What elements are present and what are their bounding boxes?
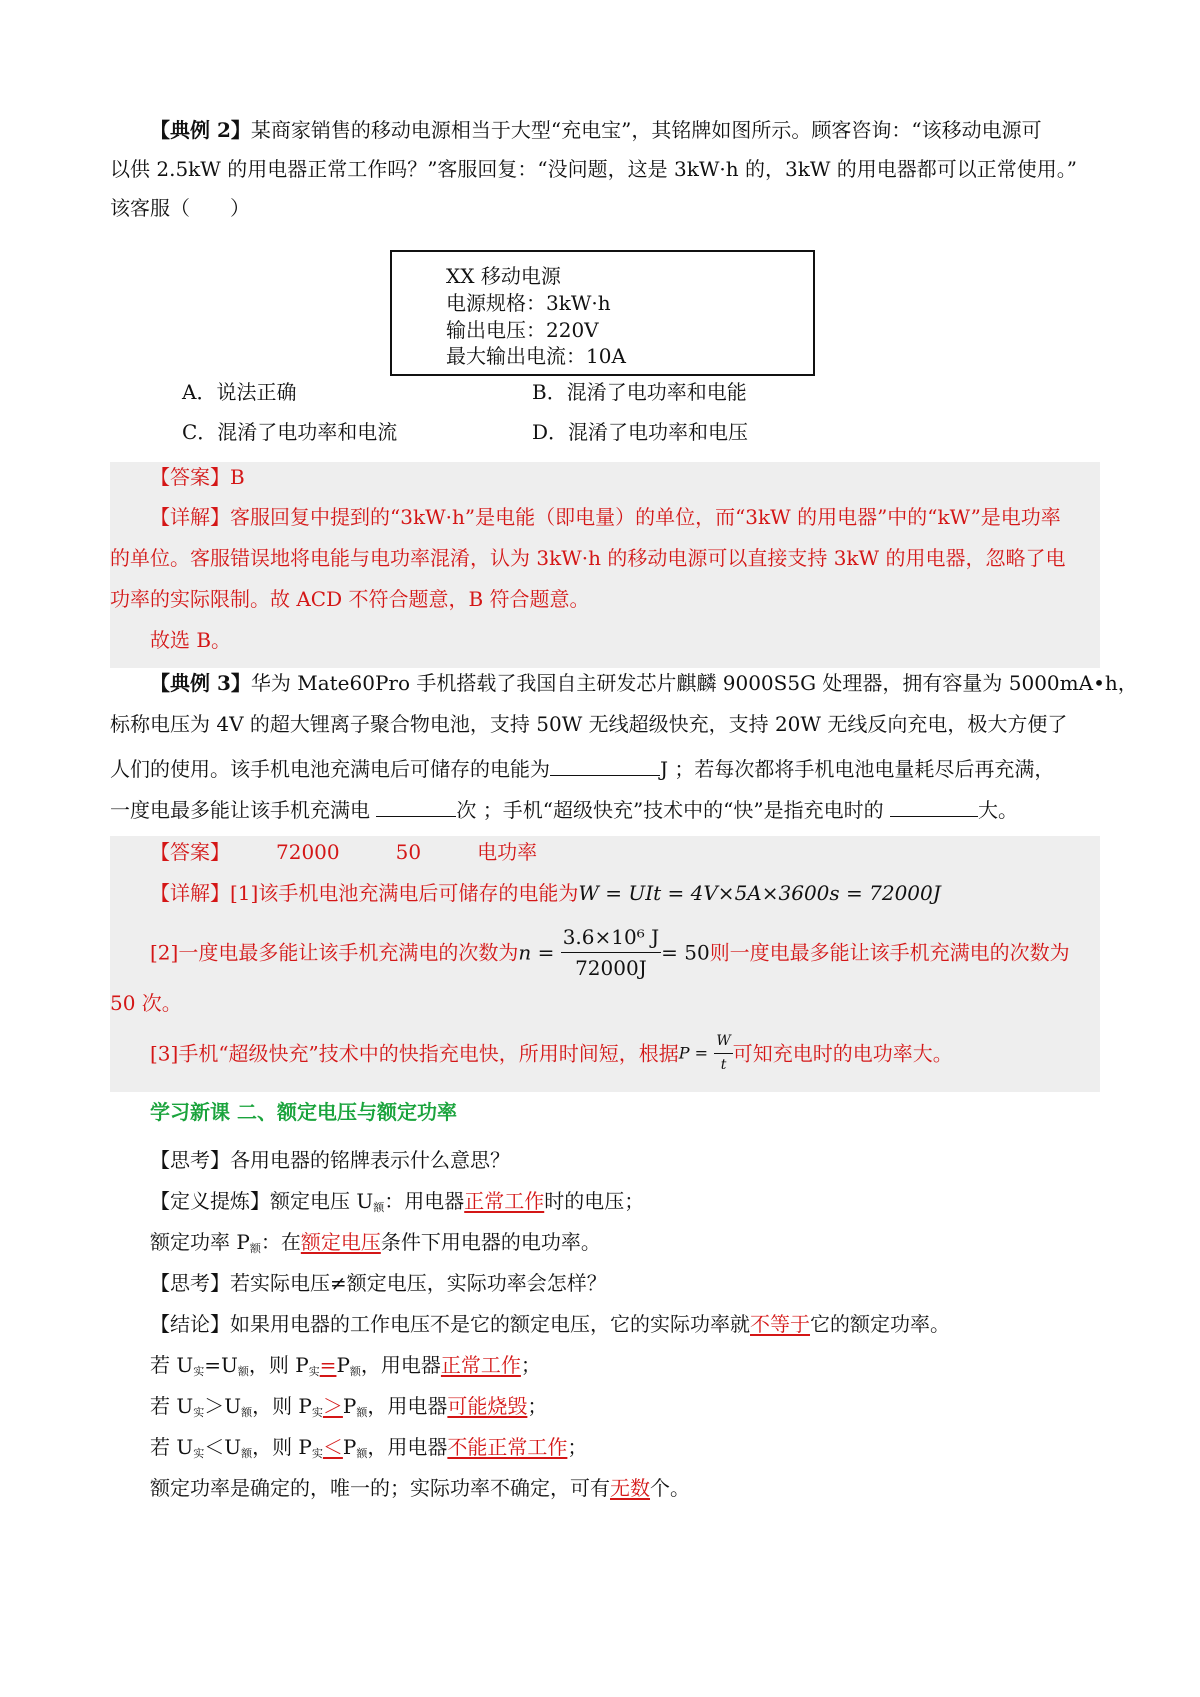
formula-p-fraction: [714, 1033, 732, 1074]
text-fragment: ；: [520, 1353, 541, 1377]
text-fragment: ，用电器: [367, 1394, 448, 1418]
definition-text2b: ：在: [260, 1230, 301, 1254]
option-c: C．混淆了电功率和电流: [182, 420, 398, 444]
fill-blank-relation: ＞: [322, 1394, 343, 1418]
definition-line2: [150, 1232, 1100, 1254]
case-greater-line: [150, 1396, 1100, 1418]
section-title: 学习新课 二、额定电压与额定功率: [150, 1100, 457, 1124]
example3-text3a: 人们的使用。该手机电池充满电后可储存的电能为: [110, 757, 550, 781]
answer-value: B: [230, 465, 245, 489]
detail-text3: [3]手机“超级快充”技术中的快指充电快，所用时间短，根据: [150, 1041, 679, 1066]
text-fragment: ，用电器: [360, 1353, 441, 1377]
subscript-rated: 额: [373, 1201, 385, 1214]
example3-text3b: J ；若每次都将手机电池电量耗尽后再充满，: [660, 757, 1055, 781]
fraction-numerator: W: [714, 1033, 732, 1054]
definition-text2c: 条件下用电器的电功率。: [380, 1230, 601, 1254]
example2-detail-line3: 功率的实际限制。故 ACD 不符合题意，B 符合题意。: [110, 587, 590, 611]
subscript: 实: [193, 1365, 205, 1378]
example3-answer: [150, 842, 1100, 862]
detail-tag: 【详解】: [150, 505, 230, 529]
detail-tag: 【详解】: [150, 881, 230, 905]
definition-line1: [150, 1191, 1100, 1213]
text-fragment: ＞U: [204, 1394, 242, 1418]
formula-p-lhs: P =: [678, 1043, 709, 1063]
think-text: 各用电器的铭牌表示什么意思？: [230, 1148, 510, 1172]
example3-text4a: 一度电最多能让该手机充满电: [110, 798, 377, 822]
subscript: 额: [356, 1406, 368, 1419]
subscript: 额: [237, 1365, 249, 1378]
example3-detail-line2b: 50 次。: [110, 991, 182, 1015]
text-fragment: ，则 P: [252, 1435, 312, 1459]
subscript: 实: [193, 1406, 205, 1419]
fraction-denominator: t: [720, 1056, 727, 1073]
text-fragment: ＜U: [204, 1435, 242, 1459]
example2-tag: 【典例 2】: [150, 118, 251, 142]
blank-times[interactable]: [376, 796, 456, 817]
text-fragment: 若 U: [150, 1353, 194, 1377]
case-equal-line: [150, 1355, 1100, 1377]
answer-2: 50: [395, 840, 422, 864]
text-fragment: =U: [204, 1353, 238, 1377]
final-text2: 个。: [650, 1476, 690, 1500]
example2-detail-line1: [150, 507, 1100, 527]
fill-blank-result: 不能正常工作: [447, 1435, 568, 1459]
text-fragment: ，则 P: [248, 1353, 309, 1377]
text-fragment: 若 U: [150, 1394, 194, 1418]
subscript: 额: [349, 1365, 361, 1378]
answer-tag: 【答案】: [150, 840, 230, 864]
final-text1: 额定功率是确定的，唯一的；实际功率不确定，可有: [150, 1476, 610, 1500]
subscript: 额: [241, 1406, 253, 1419]
example2-detail-line4: 故选 B。: [150, 628, 232, 652]
subscript: 实: [193, 1447, 205, 1460]
example2-question-line2: 以供 2.5kW 的用电器正常工作吗？”客服回复：“没问题，这是 3kW·h 的，3kW 的用电器都可以正常使用。”: [110, 157, 1077, 181]
text-fragment: 若 U: [150, 1435, 194, 1459]
subscript: 实: [308, 1365, 320, 1378]
formula-n-fraction: [561, 925, 661, 980]
answer-1: 72000: [276, 840, 340, 864]
example3-question-line3: [110, 755, 1100, 779]
example2-text1: 某商家销售的移动电源相当于大型“充电宝”，其铭牌如图所示。顾客咨询：“该移动电源可: [250, 118, 1042, 142]
example2-question-line1: [110, 120, 1100, 140]
subscript: 实: [311, 1447, 323, 1460]
example3-detail-line1: [150, 883, 1100, 903]
formula-n-lhs: n =: [518, 940, 555, 965]
text-fragment: ；: [567, 1435, 588, 1459]
definition-tag: 【定义提炼】: [150, 1189, 270, 1213]
conclusion-text1: 如果用电器的工作电压不是它的额定电压，它的实际功率就: [230, 1312, 750, 1336]
answer-tag: 【答案】: [150, 465, 230, 489]
example2-answer: [150, 467, 1100, 487]
nameplate-spec: 电源规格：3kW·h: [446, 291, 611, 315]
example3-text4b: 次 ；手机“超级快充”技术中的“快”是指充电时的: [456, 798, 890, 822]
text-fragment: ；: [527, 1394, 548, 1418]
text-fragment: P: [336, 1353, 350, 1377]
think1-line: [150, 1150, 1100, 1170]
example3-question-line1: [110, 671, 1138, 695]
subscript: 额: [356, 1447, 368, 1460]
subscript-rated: 额: [249, 1242, 261, 1255]
conclusion-text2: 它的额定功率。: [810, 1312, 950, 1336]
think2-line: [150, 1273, 1100, 1293]
nameplate-title: XX 移动电源: [446, 264, 561, 288]
detail-text2-after: 则一度电最多能让该手机充满电的次数为: [709, 940, 1070, 965]
nameplate-box: [390, 250, 815, 376]
fill-blank-result: 正常工作: [440, 1353, 521, 1377]
think-text: 若实际电压≠额定电压，实际功率会怎样？: [230, 1271, 607, 1295]
example3-question-line2: 标称电压为 4V 的超大锂离子聚合物电池，支持 50W 无线超级快充，支持 20W 无线反向充电，极大方便了: [110, 712, 1068, 736]
definition-text1c: 时的电压；: [544, 1189, 645, 1213]
example2-detail-line2: 的单位。客服错误地将电能与电功率混淆，认为 3kW·h 的移动电源可以直接支持 3kW 的用电器，忽略了电: [110, 546, 1066, 570]
detail-text1: [1]该手机电池充满电后可储存的电能为: [230, 881, 579, 905]
nameplate-current: 最大输出电流：10A: [446, 344, 626, 368]
example3-detail-line2: [150, 925, 1100, 980]
definition-text1b: ：用电器: [384, 1189, 465, 1213]
fill-blank-not-equal: 不等于: [750, 1312, 810, 1336]
fraction-denominator: 72000J: [575, 956, 647, 980]
final-line: [150, 1478, 1100, 1498]
fill-blank-result: 可能烧毁: [447, 1394, 528, 1418]
option-b: B．混淆了电功率和电能: [532, 380, 747, 404]
fill-blank-relation: =: [319, 1353, 337, 1377]
text-fragment: ，用电器: [367, 1435, 448, 1459]
blank-energy[interactable]: [550, 755, 660, 776]
subscript: 额: [241, 1447, 253, 1460]
nameplate-voltage: 输出电压：220V: [446, 318, 599, 342]
detail-text3-after: 可知充电时的电功率大。: [732, 1041, 953, 1066]
text-fragment: P: [342, 1435, 357, 1459]
example3-detail-line3: [150, 1033, 1100, 1074]
definition-text2a: 额定功率 P: [150, 1230, 250, 1254]
detail-text1: 客服回复中提到的“3kW·h”是电能（即电量）的单位，而“3kW 的用电器”中的“kW”是电功率: [230, 505, 1061, 529]
example3-tag: 【典例 3】: [150, 671, 251, 695]
fill-blank-relation: ＜: [322, 1435, 343, 1459]
think-tag: 【思考】: [150, 1148, 230, 1172]
blank-power[interactable]: [890, 796, 978, 817]
text-fragment: P: [342, 1394, 357, 1418]
definition-text1a: 额定电压 U: [270, 1189, 374, 1213]
fill-blank-rated-voltage: 额定电压: [300, 1230, 381, 1254]
answer-3: 电功率: [477, 840, 538, 864]
conclusion-line: [150, 1314, 1100, 1334]
detail-text2: [2]一度电最多能让该手机充满电的次数为: [150, 940, 519, 965]
fill-blank-countless: 无数: [610, 1476, 650, 1500]
conclusion-tag: 【结论】: [150, 1312, 230, 1336]
subscript: 实: [311, 1406, 323, 1419]
case-less-line: [150, 1437, 1100, 1459]
text-fragment: ，则 P: [252, 1394, 312, 1418]
fill-blank-normal-work: 正常工作: [464, 1189, 545, 1213]
example3-text1: 华为 Mate60Pro 手机搭载了我国自主研发芯片麒麟 9000S5G 处理器，拥有容量为 5000mA•h，: [250, 671, 1138, 695]
think-tag: 【思考】: [150, 1271, 230, 1295]
example2-question-line3: 该客服（ ）: [110, 196, 250, 220]
example3-question-line4: [110, 796, 1100, 820]
option-d: D．混淆了电功率和电压: [532, 420, 749, 444]
option-a: A．说法正确: [182, 380, 297, 404]
formula-n-rhs: = 50: [661, 940, 710, 965]
fraction-numerator: 3.6×10⁶ J: [561, 925, 661, 953]
example3-text4c: 大。: [977, 798, 1018, 822]
formula-energy: W = UIt = 4V×5A×3600s = 72000J: [578, 881, 941, 905]
